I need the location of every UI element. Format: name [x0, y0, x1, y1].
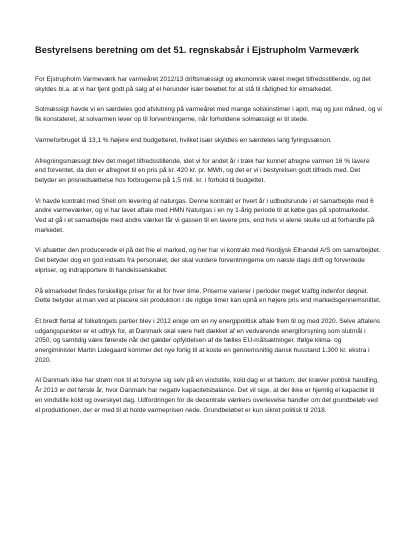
paragraph-natural-gas-contract: Vi havde kontrakt med Shell om levering af naturgas. Denne kontrakt er hvert år i udbudsrunde i et samarbejde med 6 andre varmeværker, og vi har lavet aftale med HMN Naturgas i en ny 1-årig periode til at købe gas på spotmarkedet. Ved at gå i et samarbejde med andre værker får vi gassen til en lavere pris, end hvis vi alene skulle ud at forhandle på markedet. — [35, 197, 375, 234]
document-body — [35, 75, 382, 415]
document-title: Bestyrelsens beretning om det 51. regnskabsår i Ejstrupholm Varmeværk — [35, 45, 359, 55]
paragraph-heat-settlement: Afregningsmæssigt blev det meget tilfredsstillende, idet vi for andet år i træk har kunnet afregne varmen 16 % lavere end forventet, da den er afregnet til en pris på kr. 420 kr. pr. MWh, og det er vi i bestyrelsen godt tilfreds med. Det betyder en prisnedsættelse hos forbrugerne på 1,5 mill. kr. i forhold til budgettet. — [35, 157, 370, 184]
paragraph-hourly-prices: På elmarkedet findes forskellige priser for el for hver time. Priserne varierer i perioder meget kraftig indenfor døgnet. Dette betyder at man ved at placere sin produktion i de rigtige timer kan opnå en højere pris end markedsgennemsnittet. — [35, 287, 381, 305]
paragraph-electricity-market-sales: Vi afsætter den producerede el på det frie el marked, og her har vi kontrakt med Nordjysk Elhandel A/S om samarbejdet. Det betyder dog en god indsats fra personalet, der skal vurdere forventningerne om næste dags drift og forventede elpriser, og indrapportere til handelsselskabet. — [35, 247, 381, 274]
paragraph-energy-policy: Et bredt flertal af folketingets partier blev i 2012 enige om en ny energipolitisk aftale frem til og med 2020. Selve aftalens udgangspunkter er et udtryk for, at Danmark skal være helt dækket af en vedvarende energiforsyning som slutmål i 2050, og samtidig være førende når det gælder opfyldelsen af de fælles EU-målsætninger. Ifølge klima- og energiminister Martin Lidegaard kommer det nye forlig til at koste en gennemsnitlig dansk husstand 1.300 kr. ekstra i 2020. — [35, 317, 381, 364]
paragraph-capacity-balance: At Danmark ikke har strøm nok til at forsyne sig selv på en vindstille, kold dag er et faktum, der kræver politisk handling. År 2013 er det første år, hvor Danmark har negativ kapacitetsbalance. Det vil sige, at der ikke er hjemlig el kapacitet til en vindstille kold og overskyet dag. Udfordringen for de decentrale værkers overlevelse handler om det grundbeløb ved el produktionen, der er med til at holde varmeprisen nede. Grundbeløbet er kun sikret politisk til 2018. — [35, 377, 379, 414]
paragraph-solar-heating: Solmæssigt havde vi en særdeles god afslutning på varmeåret med mange solskinstimer i april, maj og juni måned, og vi fik konstateret, at solvarmen lever op til forventningerne, når forholdene solmæssigt er til stede. — [35, 106, 382, 124]
paragraph-heat-year-result: For Ejstrupholm Varmeværk har varmeåret 2012/13 driftsmæssigt og økonomisk været meget tilfredsstillende, og det skyldes bl.a. at vi har tjent godt på salg af el herunder især beløbet for at stå til rådighed for elmarkedet. — [35, 76, 371, 93]
paragraph-heat-consumption: Varmeforbruget lå 13,1 % højere end budgetteret, hvilket især skyldtes en særdeles lang fyringssæson. — [35, 136, 332, 144]
